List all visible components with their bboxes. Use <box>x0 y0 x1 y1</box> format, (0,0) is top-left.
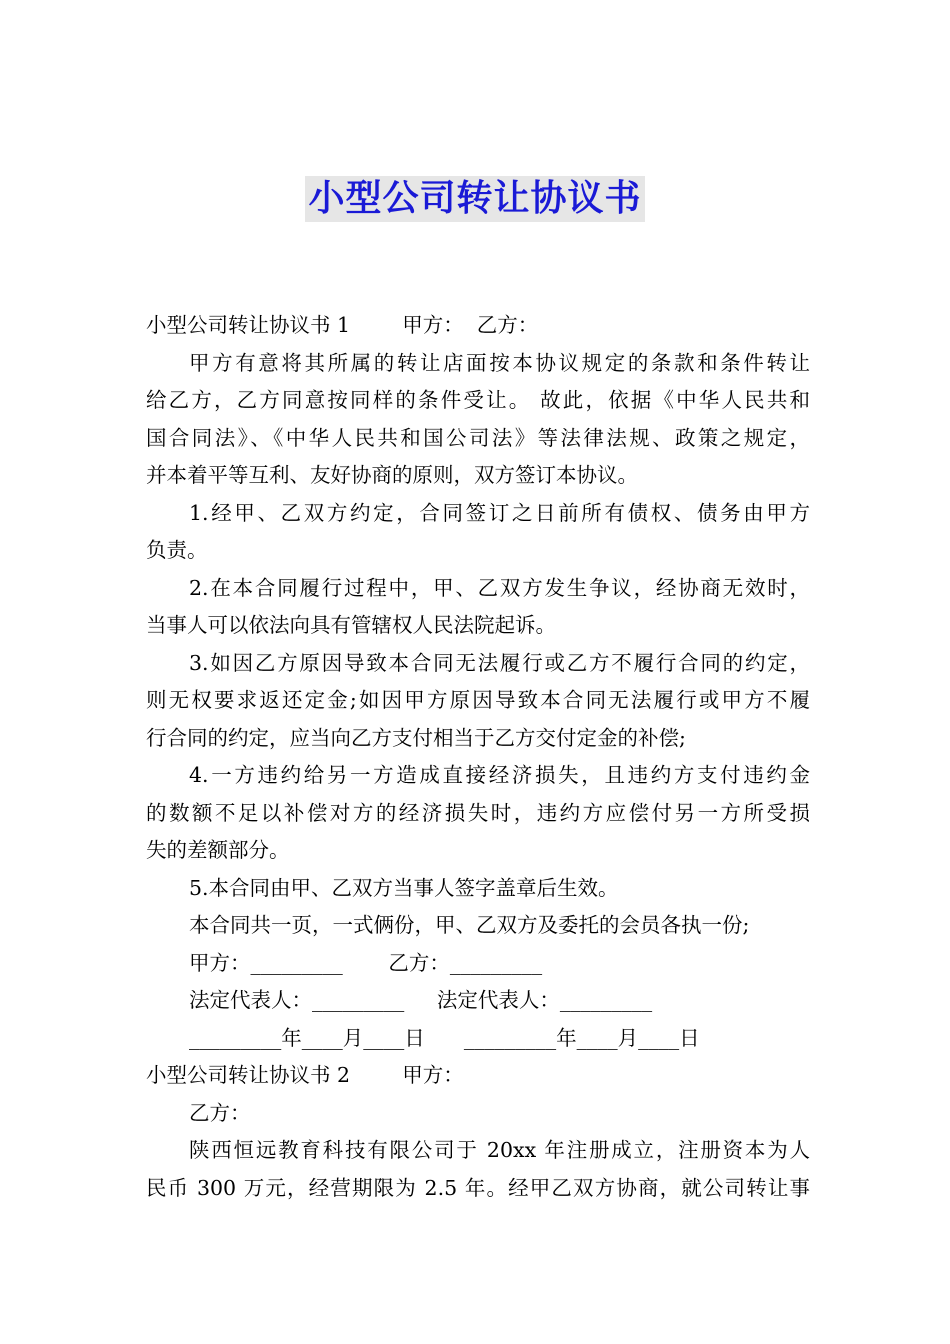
paragraph-line: 2.在本合同履行过程中，甲、乙双方发生争议，经协商无效时， <box>189 575 810 600</box>
paragraph-line: 当事人可以依法向具有管辖权人民法院起诉。 <box>146 613 556 637</box>
paragraph-line: 本合同共一页，一式俩份，甲、乙双方及委托的会员各执一份; <box>189 913 750 937</box>
paragraph-line: 法定代表人：_________ 法定代表人：_________ <box>189 988 653 1012</box>
paragraph-line: 民币 300 万元，经营期限为 2.5 年。经甲乙双方协商，就公司转让事 <box>146 1175 810 1200</box>
paragraph-line: 3.如因乙方原因导致本合同无法履行或乙方不履行合同的约定， <box>189 650 810 675</box>
paragraph-line: 乙方： <box>189 1100 251 1125</box>
paragraph-line: 5.本合同由甲、乙双方当事人签字盖章后生效。 <box>189 875 619 900</box>
paragraph-line: 小型公司转让协议书 1 甲方： 乙方： <box>146 313 539 337</box>
paragraph-line: 国合同法》、《中华人民共和国公司法》等法律法规、政策之规定， <box>146 425 810 450</box>
paragraph-line: 负责。 <box>146 538 208 562</box>
paragraph-line: 甲方有意将其所属的转让店面按本协议规定的条款和条件转让 <box>189 350 810 375</box>
paragraph-line: 行合同的约定，应当向乙方支付相当于乙方交付定金的补偿; <box>146 725 686 750</box>
paragraph-line: 给乙方，乙方同意按同样的条件受让。 故此，依据《中华人民共和 <box>146 388 810 412</box>
paragraph-line: 1.经甲、乙双方约定，合同签订之日前所有债权、债务由甲方 <box>189 500 810 525</box>
paragraph-line: 并本着平等互利、友好协商的原则，双方签订本协议。 <box>146 463 638 487</box>
paragraph-line: 失的差额部分。 <box>146 838 290 862</box>
paragraph-line: 则无权要求返还定金;如因甲方原因导致本合同无法履行或甲方不履 <box>146 688 810 712</box>
paragraph-line: 甲方：_________ 乙方：_________ <box>189 950 543 975</box>
document-title: 小型公司转让协议书 <box>305 176 644 222</box>
title-container <box>0 176 950 222</box>
paragraph-line: _________年____月____日 _________年____月____日 <box>189 1025 700 1050</box>
paragraph-line: 4.一方违约给另一方造成直接经济损失，且违约方支付违约金 <box>189 763 810 787</box>
paragraph-line: 小型公司转让协议书 2 甲方： <box>146 1063 464 1087</box>
paragraph-line: 的数额不足以补偿对方的经济损失时，违约方应偿付另一方所受损 <box>146 800 810 825</box>
document-body <box>146 307 810 1207</box>
paragraph-line: 陕西恒远教育科技有限公司于 20xx 年注册成立，注册资本为人 <box>189 1138 810 1162</box>
